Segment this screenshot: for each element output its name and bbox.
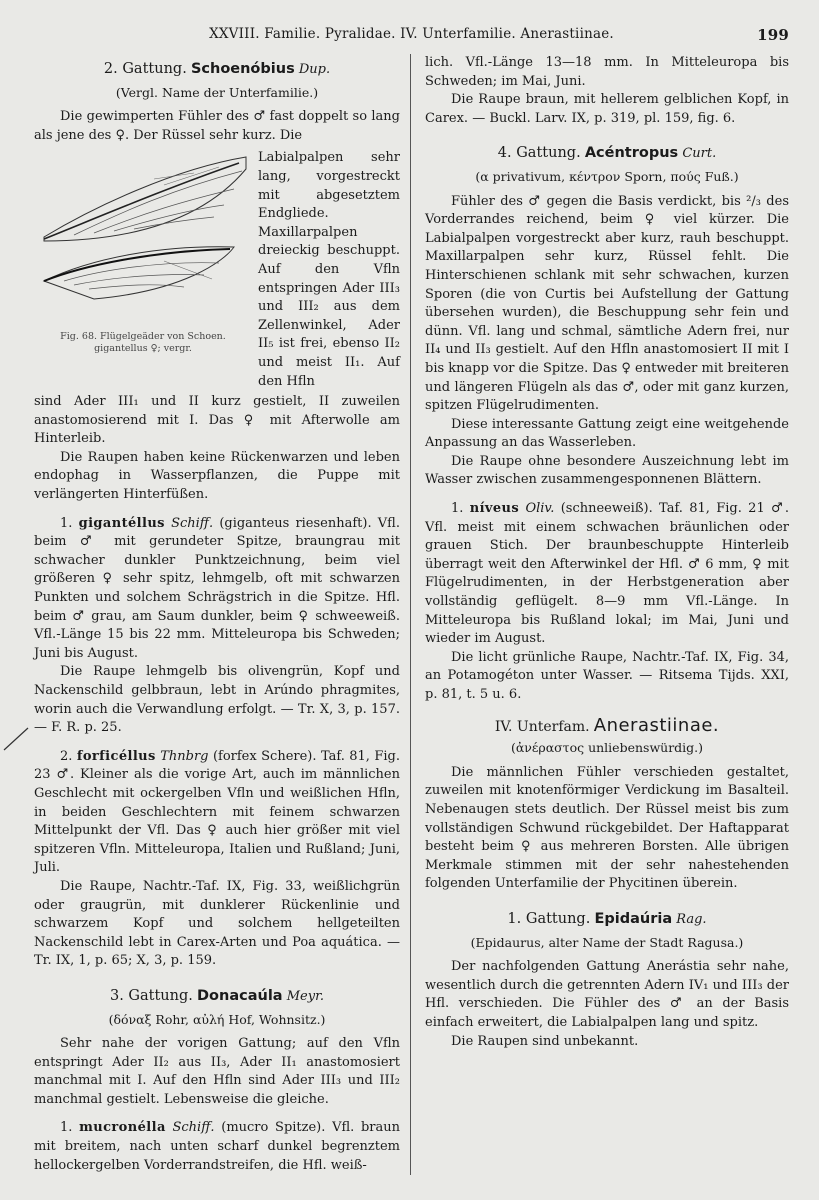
genus-heading-acentropus <box>425 144 789 164</box>
species-raupe: Die Raupe lehmgelb bis olivengrün, Kopf und Nackenschild gelbbraun, lebt in Arúndo phragmites, worin auch die Verwandlung erfolgt. — Tr. X, 3, p. 157. — F. R. p. 25. <box>34 664 400 736</box>
paragraph-beside-figure: Labialpalpen sehr lang, vorgestreckt mit abgesetztem Endgliede. Maxillarpalpen dreieckig beschuppt. Auf den Vfln entspringen Ader III₃ und III₂ aus dem Zellenwinkel, Ader II₅ ist frei, ebenso II₂ und meist II₁. Auf den Hfln <box>258 150 400 389</box>
figure-caption <box>34 331 252 355</box>
genus-heading-schoenobius <box>34 60 400 80</box>
genus-heading-epidauria <box>425 910 789 930</box>
paragraph-raupe: Die Raupe ohne besondere Auszeichnung lebt im Wasser zwischen zusammengesponnenen Blättern. <box>425 453 789 488</box>
paragraph: Die männlichen Fühler verschieden gestaltet, zuweilen mit knotenförmiger Verdickung im Basalteil. Nebenaugen stets deutlich. Der Rüssel meist bis zum vollständigen Schwund rückgebildet. Der Haftapparat besteht beim ♀ aus mehreren Borsten. Alle übrigen Merkmale stimmen mit der sehr nahestehenden folgenden Unterfamilie der Phycitinen überein. <box>425 764 789 892</box>
species-number: 1. <box>60 1120 73 1136</box>
paragraph-raupe: Die Raupen sind unbekannt. <box>451 1033 639 1049</box>
pencil-mark-icon <box>2 726 30 752</box>
genus-author: Curt. <box>682 146 717 162</box>
species-author: Thnbrg <box>160 748 209 764</box>
genus-name: Schoenóbius <box>190 61 295 77</box>
paragraph: Die gewimperten Fühler des ♂ fast doppelt so lang als jene des ♀. Der Rüssel sehr kurz. Die <box>34 109 400 143</box>
genus-etymology: (δόναξ Rohr, αὐλή Hof, Wohnsitz.) <box>108 1011 326 1027</box>
paragraph: Der nachfolgenden Gattung Anerástia sehr nahe, wesentlich durch die getrennten Adern IV₁ und III₃ der Hfl. verschieden. Die Fühler des ♂ an der Basis einfach erweitert, die Labialpalpen lang und spitz. <box>425 959 789 1030</box>
genus-etymology: (Epidaurus, alter Name der Stadt Ragusa.) <box>470 934 744 950</box>
genus-name: Donacaúla <box>197 987 283 1004</box>
paragraph-raupe: Die Raupen haben keine Rückenwarzen und leben endophag in Wasserpflanzen, die Puppe mit verlängerten Hinterfüßen. <box>34 449 400 503</box>
wing-venation-illustration <box>34 149 252 329</box>
running-head-title: XXVIII. Familie. Pyralidae. IV. Unterfamilie. Anerastiinae. <box>209 26 614 42</box>
figure-68 <box>34 149 252 391</box>
figure-block <box>34 149 400 391</box>
species-name: gigantéllus <box>78 515 165 531</box>
subfamily-etymology: (ἀνέραστος unliebenswürdig.) <box>510 740 704 756</box>
species-description: (mucro Spitze). Vfl. braun mit breitem, nach unten scharf dunkel begrenztem hellockergelben Vorderrandstreifen, die Hfl. weiß- <box>34 1120 400 1173</box>
species-description: (giganteus riesenhaft). Vfl. beim ♂ mit gerundeter Spitze, braungrau mit schwacher dunkler Punktzeichnung, beim viel größeren ♀ sehr spitz, lehmgelb, oft mit schwarzen Punkten und solchem Schrägstrich in die Spitze. Hfl. beim ♂ grau, am Saum dunkler, beim ♀ schweeweiß. Vfl.-Länge 15 bis 22 mm. Mitteleuropa bis Schweden; Juni bis August. <box>34 515 400 661</box>
species-description: (forfex Schere). Taf. 81, Fig. 23 ♂. Kleiner als die vorige Art, auch im männlichen Geschlecht mit ockergelben Vfln und weißlichen Hfln, in beiden Geschlechtern mit feinem schwarzen Mittelpunkt der Vfl. Das ♀ auch hier größer mit viel spitzeren Vfln. Mitteleuropa, Italien und Rußland; Juni, Juli. <box>34 748 401 876</box>
running-head <box>34 26 789 54</box>
left-column <box>34 54 410 1175</box>
paragraph: Fühler des ♂ gegen die Basis verdickt, bis ²/₃ des Vorderrandes reichend, beim ♀ viel kürzer. Die Labialpalpen vorgestreckt aber kurz, rauh beschuppt. Maxillarpalpen sehr kurz, Rüssel fehlt. Die Hinterschienen schlank mit sehr schwachen, kurzen Sporen (die von Curtis bei Aufstellung der Gattung übersehen wurden), die Beschuppung sehr fein und dünn. Vfl. lang und schmal, sämtliche Adern frei, nur II₄ und II₃ gestielt. Auf den Hfln anastomosiert II mit I bis knapp vor die Spitze. Das ♀ entweder mit breiteren und längeren Flügeln als das ♂, oder mit ganz kurzen, spitzen Flügelrudimenten. <box>425 193 789 414</box>
species-name: mucronélla <box>79 1120 166 1136</box>
figure-caption-line: gigantellus ♀; vergr. <box>94 343 192 355</box>
species-entry-niveus <box>425 500 789 649</box>
figure-caption-line: Fig. 68. Flügelgeäder von Schoen. <box>60 331 226 343</box>
species-name: níveus <box>469 501 520 517</box>
genus-number: 1. Gattung. <box>507 910 591 927</box>
genus-number: 2. Gattung. <box>103 61 187 77</box>
genus-author: Dup. <box>298 62 331 77</box>
paragraph: sind Ader III₁ und II kurz gestielt, II zuweilen anastomosierend mit I. Das ♀ mit Afterwolle am Hinterleib. <box>34 394 400 447</box>
species-author: Oliv. <box>525 501 555 517</box>
species-raupe: Die Raupe braun, mit hellerem gelblichen Kopf, in Carex. — Buckl. Larv. IX, p. 319, pl. 159, fig. 6. <box>425 92 789 126</box>
species-entry-gigantellus <box>34 515 400 664</box>
right-column <box>410 54 789 1175</box>
subfamily-label: IV. Unterfam. <box>494 718 590 735</box>
species-raupe: Die Raupe, Nachtr.-Taf. IX, Fig. 33, weißlichgrün oder graugrün, mit dunklerer Rückenlinie und schwarzem Kopf und solchem hellgeteilten Nackenschild lebt in Carex-Arten und Poa aquática. — Tr. IX, 1, p. 65; X, 3, p. 159. <box>34 878 400 969</box>
species-entry-mucronella <box>34 1119 400 1175</box>
genus-number: 3. Gattung. <box>109 987 193 1004</box>
species-number: 1. <box>60 515 73 531</box>
genus-author: Rag. <box>676 911 707 927</box>
species-number: 1. <box>451 501 464 517</box>
genus-author: Meyr. <box>286 988 325 1004</box>
genus-name: Acéntropus <box>584 145 679 162</box>
genus-etymology: (Vergl. Name der Unterfamilie.) <box>115 84 319 100</box>
genus-heading-donacaula <box>34 987 400 1007</box>
paragraph-continued: lich. Vfl.-Länge 13—18 mm. In Mitteleuropa bis Schweden; im Mai, Juni. <box>425 55 789 89</box>
genus-name: Epidaúria <box>594 910 673 927</box>
species-author: Schiff. <box>172 1120 215 1136</box>
paragraph: Sehr nahe der vorigen Gattung; auf den Vfln entspringt Ader II₂ aus II₃, Ader II₁ anastomosiert manchmal mit I. Auf den Hfln sind Ader III₃ und III₂ manchmal gestielt. Lebensweise die gleiche. <box>34 1036 400 1107</box>
species-author: Schiff. <box>171 515 214 531</box>
species-entry-forficellus <box>34 748 400 878</box>
paragraph: Diese interessante Gattung zeigt eine weitgehende Anpassung an das Wasserleben. <box>425 416 789 451</box>
page-number: 199 <box>757 26 789 44</box>
genus-number: 4. Gattung. <box>497 145 581 162</box>
genus-etymology: (α privativum, κέντρον Sporn, πούς Fuß.) <box>475 168 739 184</box>
species-description: (schneeweiß). Taf. 81, Fig. 21 ♂. Vfl. meist mit einem schwachen bräunlichen oder grauen Stich. Der braunbeschuppte Hinterleib überragt weit den Afterwinkel der Hfl. ♂ 6 mm, ♀ mit Flügelrudimenten, in der Herbstgeneration aber vollständig geflügelt. 8—9 mm Vfl.-Länge. In Mitteleuropa bis Rußland lokal; im Mai, Juni und wieder im August. <box>425 501 790 647</box>
species-name: forficéllus <box>76 748 156 764</box>
species-number: 2. <box>60 748 73 764</box>
subfamily-heading <box>425 714 789 738</box>
species-raupe: Die licht grünliche Raupe, Nachtr.-Taf. IX, Fig. 34, an Potamogéton unter Wasser. — Ritsema Tijds. XXI, p. 81, t. 5 u. 6. <box>425 649 789 702</box>
subfamily-name: Anerastiinae. <box>593 714 720 736</box>
